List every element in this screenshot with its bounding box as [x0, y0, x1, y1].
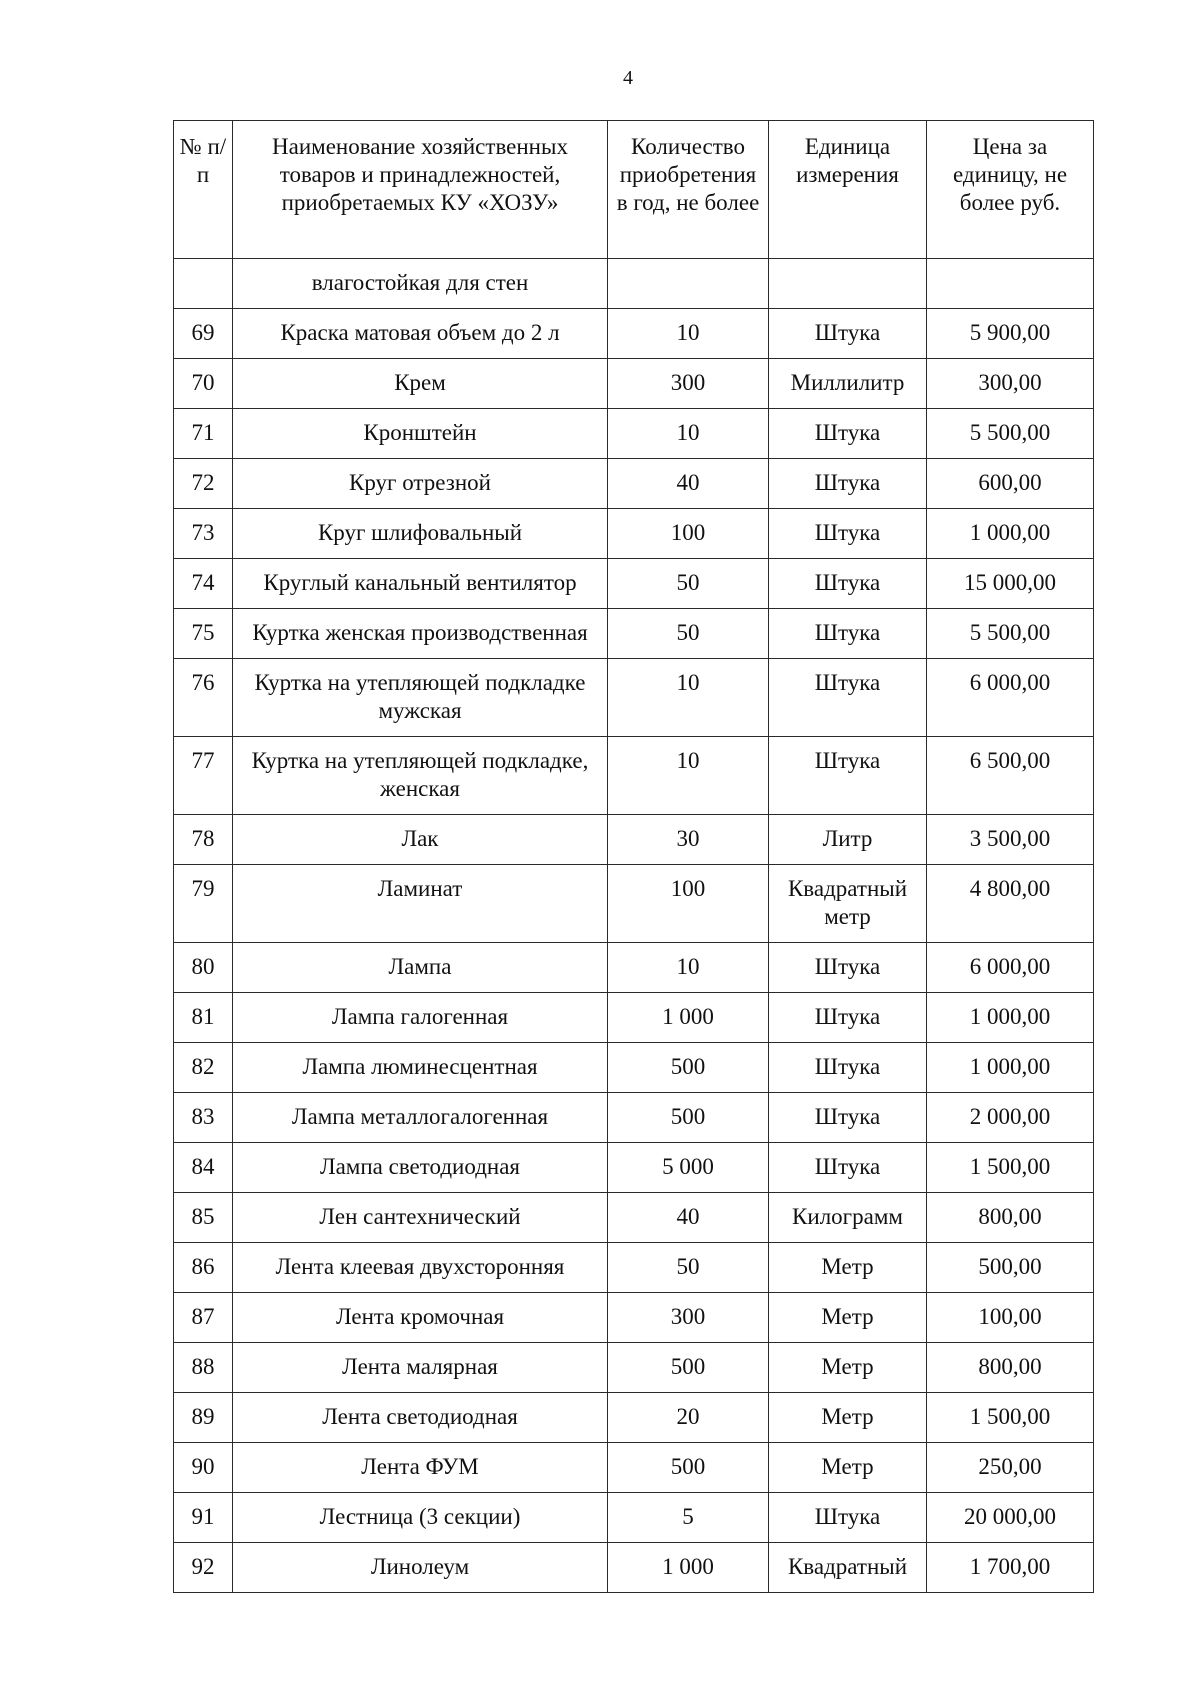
cell-name: Лента светодиодная	[233, 1393, 608, 1443]
table-row	[174, 309, 1094, 359]
cell-price: 15 000,00	[927, 559, 1094, 609]
cell-name: Лак	[233, 815, 608, 865]
cell-price: 5 500,00	[927, 409, 1094, 459]
cell-num: 89	[174, 1393, 233, 1443]
table-row	[174, 815, 1094, 865]
cell-num: 79	[174, 865, 233, 943]
cell-name: Круглый канальный вентилятор	[233, 559, 608, 609]
cell-qty: 30	[608, 815, 769, 865]
cell-price: 6 000,00	[927, 943, 1094, 993]
cell-name: Круг отрезной	[233, 459, 608, 509]
table-row	[174, 459, 1094, 509]
cell-unit: Метр	[769, 1393, 927, 1443]
cell-name: Лен сантехнический	[233, 1193, 608, 1243]
cell-unit: Штука	[769, 659, 927, 737]
cell-name: Лампа светодиодная	[233, 1143, 608, 1193]
page-number: 4	[623, 67, 633, 89]
cell-name: Кронштейн	[233, 409, 608, 459]
cell-price: 2 000,00	[927, 1093, 1094, 1143]
cell-price: 250,00	[927, 1443, 1094, 1493]
header-unit: Единица измерения	[769, 121, 927, 259]
cell-unit: Килограмм	[769, 1193, 927, 1243]
table-row	[174, 1343, 1094, 1393]
table-row	[174, 1293, 1094, 1343]
cell-name: Лестница (3 секции)	[233, 1493, 608, 1543]
cell-price: 300,00	[927, 359, 1094, 409]
cell-name: влагостойкая для стен	[233, 259, 608, 309]
cell-qty: 20	[608, 1393, 769, 1443]
cell-name: Ламинат	[233, 865, 608, 943]
table-row	[174, 993, 1094, 1043]
cell-name: Лента ФУМ	[233, 1443, 608, 1493]
table-row	[174, 559, 1094, 609]
table-row	[174, 1393, 1094, 1443]
cell-price: 1 000,00	[927, 993, 1094, 1043]
table-row	[174, 1443, 1094, 1493]
table-body	[174, 259, 1094, 1593]
cell-qty: 100	[608, 509, 769, 559]
cell-unit: Штука	[769, 1143, 927, 1193]
cell-qty: 10	[608, 737, 769, 815]
table-row	[174, 1243, 1094, 1293]
cell-qty: 50	[608, 559, 769, 609]
cell-name: Лампа люминесцентная	[233, 1043, 608, 1093]
cell-qty: 10	[608, 409, 769, 459]
cell-price: 6 000,00	[927, 659, 1094, 737]
table-row	[174, 1493, 1094, 1543]
header-name: Наименование хозяйственных товаров и принадлежностей, приобретаемых КУ «ХОЗУ»	[233, 121, 608, 259]
cell-qty: 500	[608, 1343, 769, 1393]
cell-qty: 1 000	[608, 1543, 769, 1593]
cell-unit: Штука	[769, 1093, 927, 1143]
continuation-row	[174, 259, 1094, 309]
cell-num: 74	[174, 559, 233, 609]
cell-num: 72	[174, 459, 233, 509]
cell-price: 5 900,00	[927, 309, 1094, 359]
cell-num: 88	[174, 1343, 233, 1393]
cell-num: 77	[174, 737, 233, 815]
cell-price: 800,00	[927, 1193, 1094, 1243]
cell-num: 82	[174, 1043, 233, 1093]
table-row	[174, 609, 1094, 659]
cell-qty: 10	[608, 309, 769, 359]
goods-table	[173, 120, 1094, 1593]
cell-unit	[769, 259, 927, 309]
cell-price: 1 500,00	[927, 1143, 1094, 1193]
cell-unit: Штука	[769, 559, 927, 609]
cell-qty: 40	[608, 459, 769, 509]
cell-qty: 5	[608, 1493, 769, 1543]
cell-unit: Миллилитр	[769, 359, 927, 409]
cell-unit: Метр	[769, 1443, 927, 1493]
cell-name: Куртка женская производственная	[233, 609, 608, 659]
table-row	[174, 409, 1094, 459]
cell-unit: Штука	[769, 309, 927, 359]
cell-price: 20 000,00	[927, 1493, 1094, 1543]
table-row	[174, 865, 1094, 943]
cell-unit: Штука	[769, 1043, 927, 1093]
cell-name: Куртка на утепляющей подкладке мужская	[233, 659, 608, 737]
cell-qty: 10	[608, 943, 769, 993]
header-num: № п/п	[174, 121, 233, 259]
table-row	[174, 1143, 1094, 1193]
cell-unit: Штука	[769, 737, 927, 815]
cell-unit: Штука	[769, 943, 927, 993]
cell-qty: 50	[608, 1243, 769, 1293]
cell-qty: 5 000	[608, 1143, 769, 1193]
cell-unit: Штука	[769, 409, 927, 459]
cell-num: 78	[174, 815, 233, 865]
cell-num: 83	[174, 1093, 233, 1143]
cell-qty: 500	[608, 1093, 769, 1143]
cell-unit: Метр	[769, 1293, 927, 1343]
cell-name: Круг шлифовальный	[233, 509, 608, 559]
cell-unit: Квадратный	[769, 1543, 927, 1593]
cell-price: 1 000,00	[927, 1043, 1094, 1093]
cell-qty: 500	[608, 1043, 769, 1093]
cell-num: 84	[174, 1143, 233, 1193]
cell-num: 91	[174, 1493, 233, 1543]
cell-name: Лампа металлогалогенная	[233, 1093, 608, 1143]
cell-price: 1 000,00	[927, 509, 1094, 559]
cell-unit: Штука	[769, 993, 927, 1043]
table-header-row	[174, 121, 1094, 259]
cell-unit: Штука	[769, 459, 927, 509]
cell-num: 80	[174, 943, 233, 993]
cell-qty: 300	[608, 1293, 769, 1343]
cell-num: 75	[174, 609, 233, 659]
cell-price	[927, 259, 1094, 309]
cell-qty: 40	[608, 1193, 769, 1243]
cell-num: 85	[174, 1193, 233, 1243]
cell-qty: 1 000	[608, 993, 769, 1043]
cell-unit: Литр	[769, 815, 927, 865]
cell-num: 73	[174, 509, 233, 559]
cell-price: 500,00	[927, 1243, 1094, 1293]
cell-qty: 50	[608, 609, 769, 659]
cell-num: 70	[174, 359, 233, 409]
header-price: Цена за единицу, не более руб.	[927, 121, 1094, 259]
cell-num: 76	[174, 659, 233, 737]
cell-price: 4 800,00	[927, 865, 1094, 943]
cell-price: 800,00	[927, 1343, 1094, 1393]
cell-name: Лента кромочная	[233, 1293, 608, 1343]
cell-unit: Метр	[769, 1243, 927, 1293]
cell-name: Лампа	[233, 943, 608, 993]
cell-num	[174, 259, 233, 309]
cell-num: 71	[174, 409, 233, 459]
cell-unit: Штука	[769, 509, 927, 559]
table-row	[174, 1093, 1094, 1143]
cell-num: 69	[174, 309, 233, 359]
table-row	[174, 1043, 1094, 1093]
header-qty: Количество приобретения в год, не более	[608, 121, 769, 259]
cell-num: 87	[174, 1293, 233, 1343]
cell-name: Куртка на утепляющей подкладке, женская	[233, 737, 608, 815]
cell-name: Лампа галогенная	[233, 993, 608, 1043]
table-row	[174, 509, 1094, 559]
cell-name: Линолеум	[233, 1543, 608, 1593]
cell-unit: Штука	[769, 609, 927, 659]
table-row	[174, 359, 1094, 409]
cell-name: Лента клеевая двухсторонняя	[233, 1243, 608, 1293]
cell-qty: 100	[608, 865, 769, 943]
cell-unit: Квадратный метр	[769, 865, 927, 943]
cell-price: 6 500,00	[927, 737, 1094, 815]
cell-num: 90	[174, 1443, 233, 1493]
table-row	[174, 659, 1094, 737]
cell-price: 1 500,00	[927, 1393, 1094, 1443]
cell-price: 5 500,00	[927, 609, 1094, 659]
cell-price: 100,00	[927, 1293, 1094, 1343]
cell-num: 86	[174, 1243, 233, 1293]
cell-price: 1 700,00	[927, 1543, 1094, 1593]
cell-name: Краска матовая объем до 2 л	[233, 309, 608, 359]
cell-name: Крем	[233, 359, 608, 409]
cell-price: 3 500,00	[927, 815, 1094, 865]
cell-name: Лента малярная	[233, 1343, 608, 1393]
cell-qty: 10	[608, 659, 769, 737]
cell-unit: Штука	[769, 1493, 927, 1543]
cell-price: 600,00	[927, 459, 1094, 509]
cell-qty: 500	[608, 1443, 769, 1493]
cell-num: 81	[174, 993, 233, 1043]
cell-unit: Метр	[769, 1343, 927, 1393]
cell-qty: 300	[608, 359, 769, 409]
table-row	[174, 1543, 1094, 1593]
table-row	[174, 737, 1094, 815]
table-row	[174, 943, 1094, 993]
table-row	[174, 1193, 1094, 1243]
cell-num: 92	[174, 1543, 233, 1593]
cell-qty	[608, 259, 769, 309]
